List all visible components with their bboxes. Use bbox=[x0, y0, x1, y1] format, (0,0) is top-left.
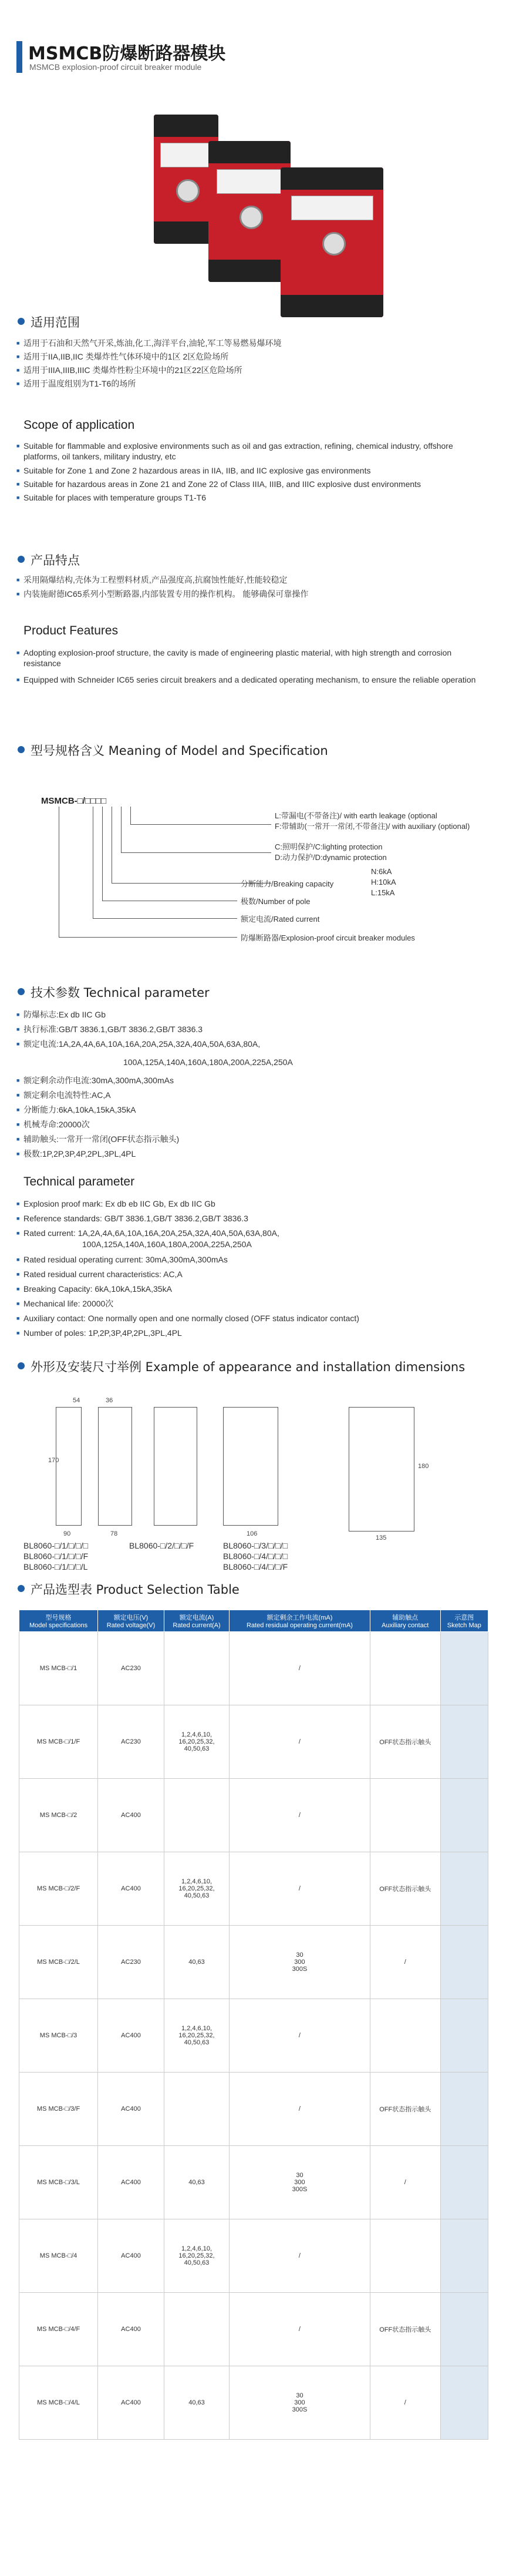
model-label: H:10kA bbox=[371, 878, 396, 886]
tech-line-cn: ■ 执行标准:GB/T 3836.1,GB/T 3836.2,GB/T 3836.3 bbox=[23, 1024, 487, 1035]
model-label: D:动力保护/D:dynamic protection bbox=[275, 853, 387, 862]
table-cell: 40,63 bbox=[164, 1926, 229, 1999]
page-subtitle: MSMCB explosion-proof circuit breaker module bbox=[29, 62, 202, 72]
tech-line-en: ■ Number of poles: 1P,2P,3P,4P,2PL,3PL,4PL bbox=[23, 1328, 487, 1338]
drawing-front-4 bbox=[223, 1407, 278, 1526]
selection-title: 产品选型表 Product Selection Table bbox=[31, 1583, 239, 1597]
tech-line-en: ■ Reference standards: GB/T 3836.1,GB/T 3836.2,GB/T 3836.3 bbox=[23, 1213, 487, 1224]
model-label: 极数/Number of pole bbox=[241, 897, 311, 906]
tech-line-cn: ■ 额定电流:1A,2A,4A,6A,10A,16A,20A,25A,32A,40A,50A,63A,80A, bbox=[23, 1039, 487, 1049]
model-label: L:15kA bbox=[371, 888, 395, 897]
table-cell: / bbox=[230, 2293, 370, 2366]
tech-line-en: ■ Rated current: 1A,2A,4A,6A,10A,16A,20A,25A,32A,40A,50A,63A,80A, bbox=[23, 1228, 487, 1238]
table-cell: AC400 bbox=[98, 2146, 164, 2219]
table-cell: AC400 bbox=[98, 1779, 164, 1852]
table-cell: / bbox=[230, 2073, 370, 2146]
model-label: 防爆断路器/Explosion-proof circuit breaker modules bbox=[241, 933, 415, 942]
table-cell: 30 300 300S bbox=[230, 2366, 370, 2440]
tech-title: 技术参数 Technical parameter bbox=[31, 986, 210, 1000]
model-label: N:6kA bbox=[371, 867, 392, 876]
table-cell: MS MCB-□/4 bbox=[19, 2219, 98, 2293]
table-cell: OFF状态指示触头 bbox=[370, 2293, 440, 2366]
table-cell bbox=[440, 2219, 488, 2293]
table-cell bbox=[164, 2293, 229, 2366]
drawing-side-1 bbox=[349, 1407, 414, 1532]
col-header: 额定电流(A) Rated current(A) bbox=[164, 1610, 229, 1632]
table-cell bbox=[440, 2293, 488, 2366]
table-cell: 30 300 300S bbox=[230, 2146, 370, 2219]
table-cell bbox=[440, 1999, 488, 2073]
drawing-front-3 bbox=[154, 1407, 197, 1526]
scope-item-cn: ■ 适用于IIIA,IIIB,IIIC 类爆炸性粉尘环境中的21区22区危险场所 bbox=[23, 365, 487, 375]
table-cell: / bbox=[370, 2366, 440, 2440]
table-row bbox=[19, 1999, 488, 2073]
tech-line-cn: 100A,125A,140A,160A,180A,200A,225A,250A bbox=[123, 1057, 293, 1067]
model-label: 额定电流/Rated current bbox=[241, 915, 320, 923]
table-row bbox=[19, 2366, 488, 2440]
scope-item-en: ■ Suitable for places with temperature groups T1-T6 bbox=[23, 492, 487, 503]
model-label: L:带漏电(不带备注)/ with earth leakage (optional bbox=[275, 811, 437, 820]
tech-line-cn: ■ 额定剩余动作电流:30mA,300mA,300mAs bbox=[23, 1075, 487, 1086]
scope-item-cn: ■ 适用于石油和天然气开采,炼油,化工,海洋平台,油轮,军工等易燃易爆环境 bbox=[23, 338, 487, 348]
tech-line-en: ■ Auxiliary contact: One normally open and one normally closed (OFF status indicator contact) bbox=[23, 1313, 487, 1324]
table-cell bbox=[440, 1779, 488, 1852]
drawing-front-2 bbox=[98, 1407, 132, 1526]
table-cell: AC400 bbox=[98, 2293, 164, 2366]
table-cell bbox=[440, 2366, 488, 2440]
table-cell: / bbox=[230, 1852, 370, 1926]
drawing-label: BL8060-□/2/□/□/F bbox=[129, 1541, 194, 1550]
table-cell: 1,2,4,6,10, 16,20,25,32, 40,50,63 bbox=[164, 1705, 229, 1779]
dim-value: 36 bbox=[106, 1397, 113, 1404]
features-item-en: ■ Adopting explosion-proof structure, the cavity is made of engineering plastic material, with high strength and corrosion resistance bbox=[23, 647, 487, 669]
table-cell bbox=[440, 2073, 488, 2146]
table-cell bbox=[440, 1926, 488, 1999]
table-cell bbox=[440, 1632, 488, 1705]
table-cell: AC400 bbox=[98, 1852, 164, 1926]
table-cell: / bbox=[230, 1999, 370, 2073]
dims-title: 外形及安装尺寸举例 Example of appearance and installation dimensions bbox=[31, 1360, 465, 1374]
table-cell: 30 300 300S bbox=[230, 1926, 370, 1999]
table-row bbox=[19, 1779, 488, 1852]
tech-line-cn: ■ 防爆标志:Ex db IIC Gb bbox=[23, 1009, 487, 1020]
table-cell: / bbox=[230, 1632, 370, 1705]
scope-item-en: ■ Suitable for Zone 1 and Zone 2 hazardous areas in IIA, IIB, and IIC explosive gas environments bbox=[23, 465, 487, 476]
table-cell: AC230 bbox=[98, 1705, 164, 1779]
model-label: 分断能力/Breaking capacity bbox=[241, 879, 334, 888]
features-title-en: Product Features bbox=[23, 624, 119, 637]
tech-line-en: ■ Mechanical life: 20000次 bbox=[23, 1298, 487, 1309]
scope-item-cn: ■ 适用于IIA,IIB,IIC 类爆炸性气体环境中的1区 2区危险场所 bbox=[23, 351, 487, 362]
col-header: 辅助触点 Auxiliary contact bbox=[370, 1610, 440, 1632]
scope-item-cn: ■ 适用于温度组别为T1-T6的场所 bbox=[23, 378, 487, 389]
table-cell: / bbox=[370, 2146, 440, 2219]
table-cell: AC400 bbox=[98, 1999, 164, 2073]
table-cell: AC400 bbox=[98, 2219, 164, 2293]
table-cell: MS MCB-□/2/L bbox=[19, 1926, 98, 1999]
table-cell: / bbox=[230, 1705, 370, 1779]
scope-item-en: ■ Suitable for hazardous areas in Zone 21 and Zone 22 of Class IIIA, IIIB, and IIIC explosive dust environments bbox=[23, 479, 487, 489]
scope-title-en: Scope of application bbox=[23, 418, 135, 432]
selection-table bbox=[19, 1610, 488, 2440]
table-cell: MS MCB-□/3/L bbox=[19, 2146, 98, 2219]
tech-line-cn: ■ 额定剩余电流特性:AC,A bbox=[23, 1090, 487, 1100]
model-code: MSMCB-□/□□□□ bbox=[41, 796, 107, 806]
table-cell: / bbox=[230, 1779, 370, 1852]
dim-value: 78 bbox=[110, 1530, 118, 1537]
dim-value: 54 bbox=[73, 1397, 80, 1404]
table-cell: AC400 bbox=[98, 2073, 164, 2146]
dim-value: 106 bbox=[247, 1530, 258, 1537]
scope-item-en: ■ Suitable for flammable and explosive environments such as oil and gas extraction, refining, chemical industry, offshore platforms, oil tankers, military industry, etc bbox=[23, 441, 487, 462]
tech-line-en: ■ Rated residual current characteristics: AC,A bbox=[23, 1269, 487, 1279]
product-large bbox=[281, 167, 383, 317]
table-cell: AC230 bbox=[98, 1632, 164, 1705]
dim-value: 135 bbox=[376, 1534, 387, 1541]
table-row bbox=[19, 2146, 488, 2219]
table-cell: MS MCB-□/2 bbox=[19, 1779, 98, 1852]
table-cell: 1,2,4,6,10, 16,20,25,32, 40,50,63 bbox=[164, 1852, 229, 1926]
table-cell: MS MCB-□/3/F bbox=[19, 2073, 98, 2146]
drawing-label: BL8060-□/3/□/□/□ BL8060-□/4/□/□/□ BL8060-□/4/□/□/F bbox=[223, 1541, 288, 1571]
tech-line-en: ■ Breaking Capacity: 6kA,10kA,15kA,35kA bbox=[23, 1284, 487, 1294]
features-item-cn: ■ 内装施耐德IC65系列小型断路器,内部装置专用的操作机构。 能够确保可靠操作 bbox=[23, 589, 487, 599]
table-cell bbox=[440, 1705, 488, 1779]
features-item-cn: ■ 采用隔爆结构,壳体为工程塑料材质,产品强度高,抗腐蚀性能好,性能较稳定 bbox=[23, 575, 487, 585]
drawing-front-1 bbox=[56, 1407, 82, 1526]
tech-line-cn: ■ 辅助触头:一常开一常闭(OFF状态指示触头) bbox=[23, 1134, 487, 1144]
table-cell bbox=[370, 1632, 440, 1705]
col-header: 额定剩余工作电流(mA) Rated residual operating current(mA) bbox=[230, 1610, 370, 1632]
table-cell: 40,63 bbox=[164, 2146, 229, 2219]
col-header: 额定电压(V) Rated voltage(V) bbox=[98, 1610, 164, 1632]
table-cell: MS MCB-□/1 bbox=[19, 1632, 98, 1705]
features-title-cn: 产品特点 bbox=[31, 553, 80, 567]
table-row bbox=[19, 1852, 488, 1926]
table-cell bbox=[164, 1632, 229, 1705]
table-cell: AC230 bbox=[98, 1926, 164, 1999]
dim-value: 90 bbox=[63, 1530, 71, 1537]
title-accent-bar bbox=[16, 41, 22, 73]
table-cell bbox=[440, 1852, 488, 1926]
col-header: 型号规格 Model specifications bbox=[19, 1610, 98, 1632]
page-title: MSMCB防爆断路器模块 bbox=[28, 43, 226, 64]
table-cell bbox=[370, 1779, 440, 1852]
table-cell bbox=[164, 2073, 229, 2146]
table-cell: MS MCB-□/4/F bbox=[19, 2293, 98, 2366]
table-cell bbox=[370, 2219, 440, 2293]
table-cell: 1,2,4,6,10, 16,20,25,32, 40,50,63 bbox=[164, 1999, 229, 2073]
model-label: F:带辅助(一常开一常闭,不带备注)/ with auxiliary (optional) bbox=[275, 822, 470, 831]
table-cell: / bbox=[230, 2219, 370, 2293]
table-cell: MS MCB-□/4/L bbox=[19, 2366, 98, 2440]
tech-line-en: ■ Rated residual operating current: 30mA,300mA,300mAs bbox=[23, 1254, 487, 1265]
table-cell bbox=[440, 2146, 488, 2219]
model-title: 型号规格含义 Meaning of Model and Specification bbox=[31, 744, 328, 758]
table-row bbox=[19, 1632, 488, 1705]
tech-title-en: Technical parameter bbox=[23, 1175, 135, 1188]
table-cell: OFF状态指示触头 bbox=[370, 1852, 440, 1926]
table-cell: AC400 bbox=[98, 2366, 164, 2440]
table-cell: 40,63 bbox=[164, 2366, 229, 2440]
tech-line-cn: ■ 分断能力:6kA,10kA,15kA,35kA bbox=[23, 1104, 487, 1115]
table-cell: OFF状态指示触头 bbox=[370, 2073, 440, 2146]
table-row bbox=[19, 2219, 488, 2293]
dim-value: 170 bbox=[48, 1457, 59, 1464]
model-label: C:照明保护/C:lighting protection bbox=[275, 842, 383, 851]
tech-line-cn: ■ 机械寿命:20000次 bbox=[23, 1119, 487, 1130]
table-cell bbox=[370, 1999, 440, 2073]
table-cell: OFF状态指示触头 bbox=[370, 1705, 440, 1779]
table-row bbox=[19, 2293, 488, 2366]
section-dot-icon bbox=[18, 1585, 25, 1592]
scope-title-cn: 适用范围 bbox=[31, 315, 80, 330]
drawing-label: BL8060-□/1/□/□/□ BL8060-□/1/□/□/F BL8060-□/1/□/□/L bbox=[23, 1541, 89, 1571]
tech-line-en: ■ Explosion proof mark: Ex db eb IIC Gb, Ex db IIC Gb bbox=[23, 1198, 487, 1209]
table-row bbox=[19, 2073, 488, 2146]
table-cell: MS MCB-□/2/F bbox=[19, 1852, 98, 1926]
product-medium bbox=[208, 141, 291, 282]
table-cell: 1,2,4,6,10, 16,20,25,32, 40,50,63 bbox=[164, 2219, 229, 2293]
table-row bbox=[19, 1705, 488, 1779]
tech-line-cn: ■ 极数:1P,2P,3P,4P,2PL,3PL,4PL bbox=[23, 1148, 487, 1159]
features-item-en: ■ Equipped with Schneider IC65 series circuit breakers and a dedicated operating mechanism, to ensure the reliable operation bbox=[23, 674, 487, 685]
col-header: 示意图 Sketch Map bbox=[440, 1610, 488, 1632]
table-cell: MS MCB-□/3 bbox=[19, 1999, 98, 2073]
tech-line-en: 100A,125A,140A,160A,180A,200A,225A,250A bbox=[82, 1240, 252, 1249]
table-cell: MS MCB-□/1/F bbox=[19, 1705, 98, 1779]
dim-value: 180 bbox=[418, 1463, 429, 1470]
table-row bbox=[19, 1926, 488, 1999]
table-cell bbox=[164, 1779, 229, 1852]
table-cell: / bbox=[370, 1926, 440, 1999]
